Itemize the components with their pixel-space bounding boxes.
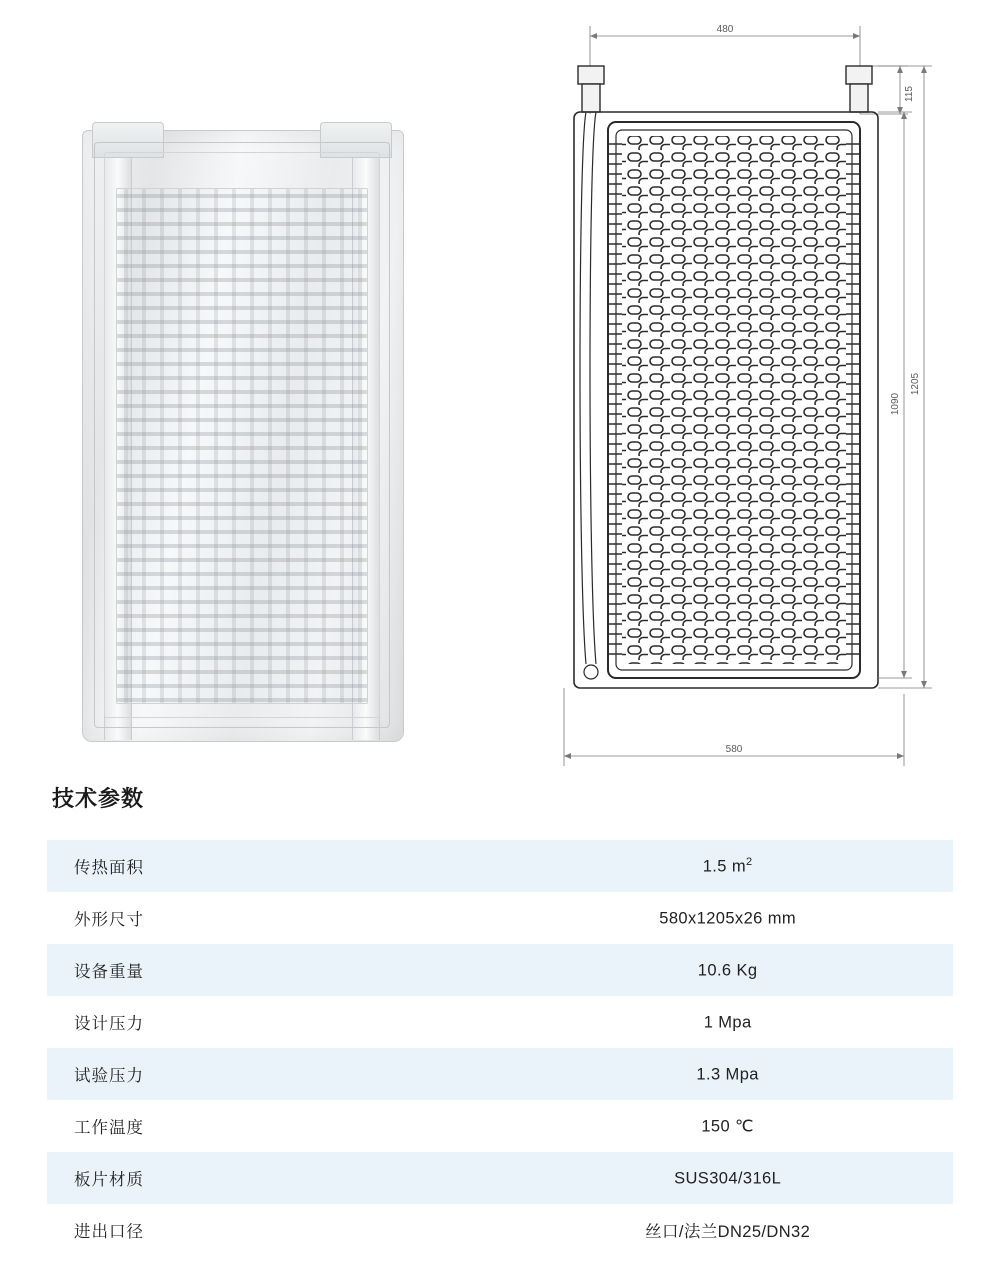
table-row xyxy=(47,1204,953,1256)
drawing-side-tube xyxy=(580,112,598,679)
table-row xyxy=(47,1152,953,1204)
plate-photo-container xyxy=(60,110,420,750)
technical-parameters-table xyxy=(47,840,953,1256)
spec-section-title: 技术参数 xyxy=(52,786,145,811)
spec-value xyxy=(502,840,953,892)
spec-value-text: 150 ℃ xyxy=(701,1117,754,1136)
spec-value-superscript: 2 xyxy=(746,855,753,868)
spec-value-text: 580x1205x26 mm xyxy=(659,909,797,928)
spec-value xyxy=(502,1048,953,1100)
plate-corrugation-pattern xyxy=(622,136,846,664)
spec-value xyxy=(502,1204,953,1256)
heat-exchanger-plate-technical-drawing xyxy=(560,14,980,784)
spec-value-text: 丝口/法兰DN25/DN32 xyxy=(645,1223,811,1241)
table-row xyxy=(47,1048,953,1100)
spec-label: 设备重量 xyxy=(47,944,502,996)
spec-label: 传热面积 xyxy=(47,840,502,892)
drawing-port-right xyxy=(846,66,872,112)
spec-label: 工作温度 xyxy=(47,1100,502,1152)
spec-value-text: SUS304/316L xyxy=(674,1169,782,1188)
dimension-label-115: 115 xyxy=(904,86,915,102)
spec-label: 设计压力 xyxy=(47,996,502,1048)
spec-value xyxy=(502,1152,953,1204)
spec-value-text: 1.3 Mpa xyxy=(696,1065,759,1084)
spec-label: 进出口径 xyxy=(47,1204,502,1256)
heat-exchanger-plate-photo xyxy=(82,130,402,740)
plate-drawing-container xyxy=(560,14,980,784)
table-row xyxy=(47,892,953,944)
table-row xyxy=(47,1100,953,1152)
spec-value xyxy=(502,892,953,944)
spec-label: 外形尺寸 xyxy=(47,892,502,944)
dimension-label-1205: 1205 xyxy=(910,372,921,396)
drawing-port-left xyxy=(578,66,604,112)
spec-value xyxy=(502,996,953,1048)
dimension-label-580: 580 xyxy=(725,744,743,755)
table-row xyxy=(47,996,953,1048)
dimension-label-480: 480 xyxy=(716,24,734,35)
spec-value-text: 1 Mpa xyxy=(703,1013,752,1032)
dimension-overall-height xyxy=(878,66,932,688)
spec-value xyxy=(502,944,953,996)
spec-value-text: 10.6 Kg xyxy=(697,961,758,980)
spec-value-text: 1.5 m xyxy=(702,857,747,876)
plate-dimple-field xyxy=(116,188,368,704)
dimension-top-width xyxy=(590,26,860,114)
dimension-label-1090: 1090 xyxy=(890,392,901,416)
spec-value xyxy=(502,1100,953,1152)
table-row xyxy=(47,944,953,996)
spec-label: 板片材质 xyxy=(47,1152,502,1204)
table-row xyxy=(47,840,953,892)
spec-label: 试验压力 xyxy=(47,1048,502,1100)
